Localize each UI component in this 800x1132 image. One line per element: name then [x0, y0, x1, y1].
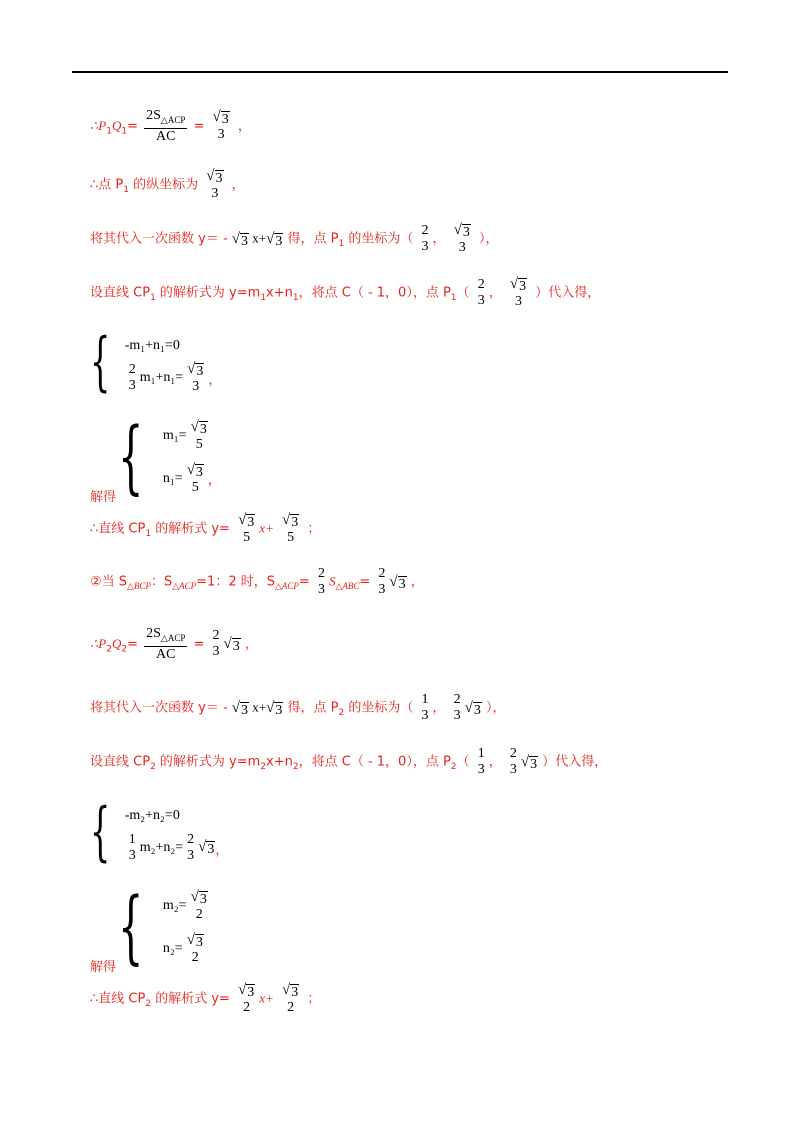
brace: { — [90, 795, 111, 869]
sqrt: √ 3 — [212, 109, 229, 128]
text: = — [193, 118, 205, 134]
fraction — [211, 628, 222, 660]
sqrt: √ 3 — [520, 753, 538, 772]
text: 3 — [187, 848, 195, 863]
line-p1q1 — [90, 108, 251, 145]
equation-row: -m₂+n₂=0 — [124, 808, 180, 823]
text: x+n — [266, 754, 293, 770]
text: ， — [244, 636, 258, 652]
sub: 1 — [145, 529, 152, 540]
solve-label: 解得 — [90, 490, 117, 505]
text: 3 — [247, 515, 255, 530]
text: 2S — [146, 108, 161, 123]
text: 3 — [317, 582, 325, 597]
sub: 2 — [106, 644, 112, 655]
text: S — [328, 573, 336, 589]
text: 5 — [195, 436, 203, 452]
header-rule — [72, 71, 728, 73]
sub: 1 — [292, 293, 299, 304]
text: 将其代入一次函数 y＝ - — [90, 231, 232, 247]
text: 3 — [275, 233, 283, 249]
text: 的坐标为（ — [344, 700, 414, 716]
text: ）代入得， — [542, 754, 608, 770]
text: 3 — [453, 708, 461, 723]
text: ； — [307, 521, 321, 537]
text: ② — [90, 574, 102, 590]
text: 1 — [421, 692, 429, 707]
text: ）代入得， — [535, 285, 601, 301]
fraction — [316, 566, 327, 598]
text: 2 — [378, 566, 386, 581]
line-p1-coord — [90, 222, 499, 256]
text: ， — [488, 754, 502, 770]
text: = — [127, 118, 138, 134]
text: 2 — [187, 832, 195, 847]
text: 2 — [195, 906, 203, 922]
text: m₂+n₂= — [139, 840, 184, 855]
sub: △ACP — [160, 632, 186, 643]
text: 2 — [509, 746, 517, 761]
text: 1 — [128, 832, 136, 847]
line-p1-y — [90, 168, 245, 202]
text: AC — [156, 128, 176, 144]
fraction — [508, 746, 519, 778]
text: 设直线 CP — [90, 754, 151, 770]
text: 2 — [191, 949, 199, 965]
text: m₁= — [162, 427, 187, 443]
text: 3 — [421, 239, 429, 254]
text: 3 — [195, 464, 203, 480]
text: ，将点 C（ - 1，0），点 P — [298, 754, 451, 770]
sqrt: √ 3 — [190, 418, 207, 437]
text: 3 — [192, 379, 200, 394]
fraction — [236, 512, 257, 546]
text: ， — [410, 574, 424, 590]
sqrt: √ 3 — [266, 699, 283, 718]
text: =1：2 时，S — [196, 574, 275, 590]
text: 的坐标为（ — [344, 231, 414, 247]
sub: 1 — [121, 126, 128, 137]
equation-row — [125, 834, 229, 862]
text: 3 — [291, 515, 299, 530]
sqrt: √ 3 — [198, 839, 215, 857]
sqrt: √ 3 — [187, 361, 204, 379]
sub: 1 — [338, 239, 345, 250]
text: 2 — [243, 1000, 251, 1015]
sqrt: √ 3 — [453, 222, 470, 240]
sqrt: √ 3 — [206, 168, 223, 186]
text: x+ — [259, 520, 274, 536]
text: ， — [237, 118, 251, 134]
sub: 1 — [150, 293, 156, 304]
fraction — [420, 223, 431, 255]
sqrt: √ 3 — [231, 230, 249, 249]
text: 3 — [458, 240, 466, 255]
text: 3 — [462, 225, 470, 240]
sub: 2 — [338, 708, 345, 719]
sub: 1 — [260, 293, 267, 304]
text: 3 — [378, 582, 386, 597]
sub: 2 — [150, 762, 156, 773]
fraction — [280, 512, 301, 546]
line-cp2-setup — [90, 746, 607, 778]
text: 2 — [317, 566, 325, 581]
text: = — [298, 574, 310, 590]
text: ∴直线 CP — [90, 521, 146, 537]
text: x+ — [249, 230, 267, 246]
text: Q — [111, 635, 122, 651]
line-cp1-setup — [90, 276, 600, 310]
sqrt: √ 3 — [223, 635, 240, 654]
brace: { — [90, 325, 111, 399]
text: 当 S — [101, 574, 128, 590]
text: ∴直线 CP — [90, 991, 146, 1007]
equation-row — [163, 886, 212, 926]
equation-row: -m₁+n₁=0 — [124, 338, 180, 353]
text: 3 — [196, 364, 204, 379]
fraction — [144, 108, 187, 145]
system-rows — [163, 884, 212, 970]
fraction — [204, 168, 225, 202]
text: 3 — [199, 891, 207, 907]
text: 3 — [199, 421, 207, 437]
text: Q — [111, 117, 122, 133]
sub: △ACP — [274, 581, 299, 592]
sqrt: √ 3 — [186, 931, 203, 950]
sub: △BCP — [127, 581, 151, 592]
text: 3 — [221, 112, 229, 128]
text: ， — [215, 841, 229, 857]
equation-row — [163, 459, 221, 499]
sqrt: √ 3 — [509, 276, 527, 294]
text: ）， — [486, 700, 506, 716]
text: 2 — [212, 628, 220, 644]
solution-system-2 — [118, 880, 212, 973]
text: ， — [432, 700, 446, 716]
text: 2 — [287, 1000, 295, 1015]
text: 3 — [212, 644, 220, 660]
text: 3 — [128, 378, 136, 393]
text: 3 — [421, 708, 429, 723]
line-p2-coord — [90, 692, 506, 724]
text: 2 — [421, 223, 429, 238]
text: 的解析式 y= — [151, 521, 230, 537]
text: 2 — [128, 362, 136, 377]
text: （ — [456, 285, 470, 301]
text: ：S — [150, 574, 173, 590]
text: 得，点 P — [287, 231, 339, 247]
system-rows — [125, 800, 229, 864]
equation-system-2 — [90, 795, 229, 869]
text: m₂= — [162, 897, 187, 913]
line-p2q2 — [90, 626, 258, 663]
fraction — [236, 982, 257, 1016]
text: ）， — [479, 231, 499, 247]
text: x+n — [266, 285, 293, 301]
text: = — [127, 636, 138, 652]
sqrt: √ 3 — [231, 699, 249, 718]
text: 的解析式为 y=m — [155, 754, 261, 770]
sub: 2 — [292, 762, 299, 773]
sqrt: √ 3 — [389, 573, 406, 592]
fraction — [476, 746, 487, 778]
sqrt: √ 3 — [190, 888, 207, 907]
text: （ — [456, 754, 470, 770]
sub: 1 — [106, 126, 112, 137]
text: x+ — [249, 699, 267, 715]
text: 3 — [128, 848, 136, 863]
sqrt: √ 3 — [266, 230, 283, 249]
text: 3 — [247, 985, 255, 1000]
text: 1 — [477, 746, 485, 761]
equation-system-1 — [90, 325, 222, 399]
text: 3 — [291, 985, 299, 1000]
fraction — [508, 276, 529, 310]
text: 3 — [211, 186, 219, 201]
text: 得，点 P — [287, 700, 339, 716]
text: ， — [208, 371, 222, 387]
text: 3 — [215, 171, 223, 186]
fraction — [280, 982, 301, 1016]
text: 的解析式为 y=m — [155, 285, 261, 301]
text: 3 — [241, 702, 249, 718]
text: 3 — [217, 127, 225, 143]
fraction — [420, 692, 431, 724]
text: n₁= — [162, 470, 183, 486]
sqrt: √ 3 — [186, 461, 203, 480]
brace: { — [118, 410, 144, 503]
text: 将其代入一次函数 y＝ - — [90, 700, 232, 716]
text: = — [193, 636, 205, 652]
text: ， — [207, 472, 221, 487]
text: 3 — [207, 842, 215, 857]
text: 2 — [453, 692, 461, 707]
text: 3 — [275, 702, 283, 718]
sub: △ACP — [172, 581, 197, 592]
text: 3 — [514, 294, 522, 309]
text: ∴P — [90, 117, 107, 133]
text: 的纵坐标为 — [128, 177, 199, 193]
text: ， — [432, 231, 446, 247]
line-case2 — [90, 566, 424, 598]
brace: { — [118, 880, 144, 973]
line-cp2-result — [90, 982, 320, 1016]
fraction — [211, 109, 232, 143]
text: ∴点 P — [90, 177, 124, 193]
text: 3 — [232, 638, 240, 654]
text: 3 — [477, 762, 485, 777]
equation-row — [163, 416, 221, 456]
text: ∴P — [90, 635, 107, 651]
sqrt: √ 3 — [238, 982, 255, 1000]
text: 3 — [473, 702, 481, 718]
sub: 1 — [450, 293, 457, 304]
system-rows — [125, 330, 222, 394]
text: 3 — [241, 233, 249, 249]
solution-system-1 — [118, 410, 221, 503]
text: 2S — [146, 626, 161, 641]
text: ， — [231, 177, 245, 193]
equation-row — [125, 361, 222, 394]
equation-row — [163, 929, 212, 969]
system-rows — [163, 414, 221, 500]
fraction — [452, 692, 463, 724]
sqrt: √ 3 — [281, 512, 299, 530]
sqrt: √ 3 — [281, 982, 299, 1000]
line-cp1-result — [90, 512, 320, 546]
text: 3 — [398, 576, 406, 592]
text: x+ — [259, 990, 274, 1006]
text: 3 — [519, 279, 527, 294]
text: ， — [488, 285, 502, 301]
text: 3 — [530, 756, 538, 772]
sqrt: √ 3 — [238, 512, 255, 530]
sub: 2 — [121, 644, 128, 655]
fraction — [476, 277, 487, 309]
text: 5 — [243, 530, 251, 545]
sub: △ABC — [335, 581, 360, 592]
sub: 2 — [145, 999, 152, 1010]
text: = — [359, 574, 371, 590]
text: 3 — [477, 293, 485, 308]
sub: 1 — [123, 185, 129, 196]
text: ，将点 C（ - 1，0），点 P — [298, 285, 451, 301]
sqrt: √ 3 — [464, 699, 481, 718]
fraction — [452, 222, 473, 256]
text: 3 — [509, 762, 517, 777]
text: 5 — [191, 479, 199, 495]
solve-label: 解得 — [90, 960, 117, 975]
text: 设直线 CP — [90, 285, 151, 301]
text: 2 — [477, 277, 485, 292]
sub: △ACP — [160, 114, 186, 125]
text: n₂= — [162, 940, 183, 956]
sub: 2 — [450, 762, 457, 773]
fraction — [376, 566, 387, 598]
text: 3 — [195, 934, 203, 950]
sub: 2 — [260, 762, 267, 773]
text: 5 — [287, 530, 295, 545]
text: ； — [307, 991, 321, 1007]
text: m₁+n₁= — [139, 370, 184, 385]
text: AC — [156, 646, 176, 662]
fraction — [144, 626, 187, 663]
text: 的解析式 y= — [151, 991, 230, 1007]
